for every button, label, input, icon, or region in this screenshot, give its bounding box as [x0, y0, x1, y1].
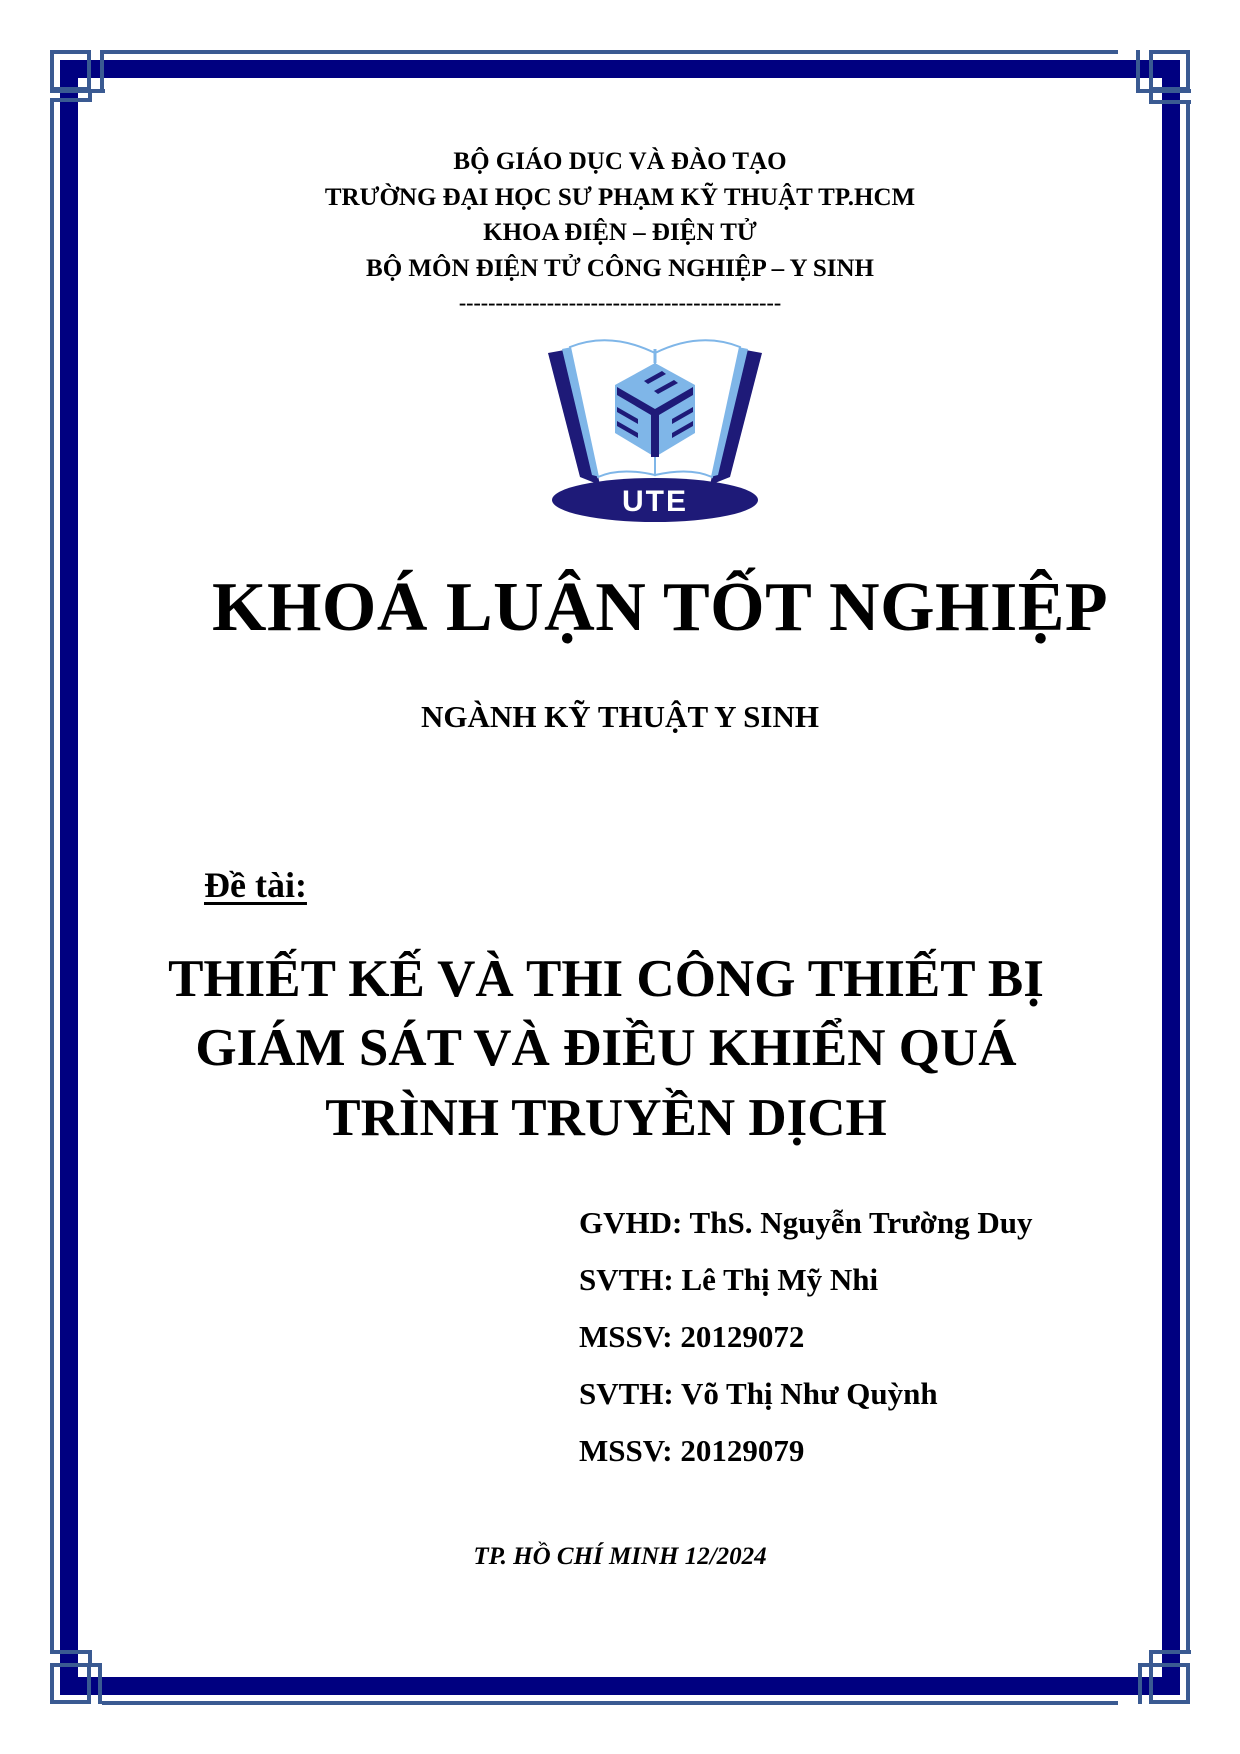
info-row-student-2 [579, 1374, 938, 1414]
header-separator: -------------------------------------------- [458, 290, 782, 315]
border-thick-top [60, 60, 1180, 78]
ministry-name: BỘ GIÁO DỤC VÀ ĐÀO TẠO [453, 148, 787, 175]
info-label: SVTH: [579, 1376, 674, 1411]
faculty-name: KHOA ĐIỆN – ĐIỆN TỬ [483, 219, 757, 246]
corner-knot-bl-e [88, 1663, 102, 1667]
corner-knot-tr-d [1149, 100, 1191, 104]
info-label: MSSV: [579, 1433, 673, 1468]
corner-knot-tr-b [1136, 50, 1140, 92]
info-row-student-id-2 [579, 1431, 804, 1471]
info-label: GVHD: [579, 1205, 683, 1240]
university-name: TRƯỜNG ĐẠI HỌC SƯ PHẠM KỸ THUẬT TP.HCM [324, 184, 916, 211]
border-thin-top [102, 50, 1118, 54]
corner-knot-br-b [1149, 1650, 1191, 1654]
corner-knot-tl-e [88, 91, 92, 102]
info-label: SVTH: [579, 1262, 674, 1297]
info-value: ThS. Nguyễn Trường Duy [689, 1205, 1033, 1240]
corner-knot-tr-c [1136, 89, 1191, 93]
corner-knot-br-c [1149, 1650, 1153, 1664]
document-type-title: KHOÁ LUẬN TỐT NGHIỆP [212, 569, 1109, 646]
border-thick-bottom [60, 1677, 1180, 1695]
corner-knot-tl-a [50, 50, 91, 91]
info-row-student-1 [579, 1260, 878, 1300]
corner-knot-bl-d [98, 1663, 102, 1704]
topic-line-2: GIÁM SÁT VÀ ĐIỀU KHIỂN QUÁ [195, 1019, 1017, 1077]
major-name: NGÀNH KỸ THUẬT Y SINH [421, 699, 819, 734]
info-row-student-id-1 [579, 1317, 804, 1357]
place-date: TP. HỒ CHÍ MINH 12/2024 [473, 1543, 767, 1570]
corner-knot-tl-c [50, 89, 105, 93]
corner-knot-tl-b [100, 50, 104, 92]
info-row-advisor [579, 1203, 1033, 1243]
border-thin-left [50, 100, 54, 1653]
topic-line-3: TRÌNH TRUYỀN DỊCH [325, 1089, 887, 1147]
logo-text: UTE [622, 485, 688, 518]
corner-knot-tr-e [1149, 91, 1153, 102]
corner-knot-br-d [1138, 1663, 1142, 1704]
ute-logo [540, 325, 770, 525]
info-value: Lê Thị Mỹ Nhi [681, 1262, 879, 1297]
info-value: Võ Thị Như Quỳnh [680, 1376, 938, 1411]
corner-knot-br-a [1149, 1663, 1190, 1704]
border-thin-right [1186, 100, 1190, 1653]
corner-knot-tr-a [1149, 50, 1190, 91]
topic-label: Đề tài: [204, 865, 307, 905]
info-label: MSSV: [579, 1319, 673, 1354]
topic-line-1: THIẾT KẾ VÀ THI CÔNG THIẾT BỊ [168, 950, 1044, 1008]
corner-knot-bl-b [50, 1650, 92, 1654]
info-value: 20129072 [680, 1319, 805, 1354]
border-thin-bottom [102, 1701, 1118, 1705]
info-value: 20129079 [680, 1433, 805, 1468]
department-name: BỘ MÔN ĐIỆN TỬ CÔNG NGHIỆP – Y SINH [366, 255, 874, 282]
corner-knot-br-e [1138, 1663, 1152, 1667]
corner-knot-tl-d [50, 98, 92, 102]
corner-knot-bl-a [50, 1663, 91, 1704]
corner-knot-bl-c [88, 1650, 92, 1664]
